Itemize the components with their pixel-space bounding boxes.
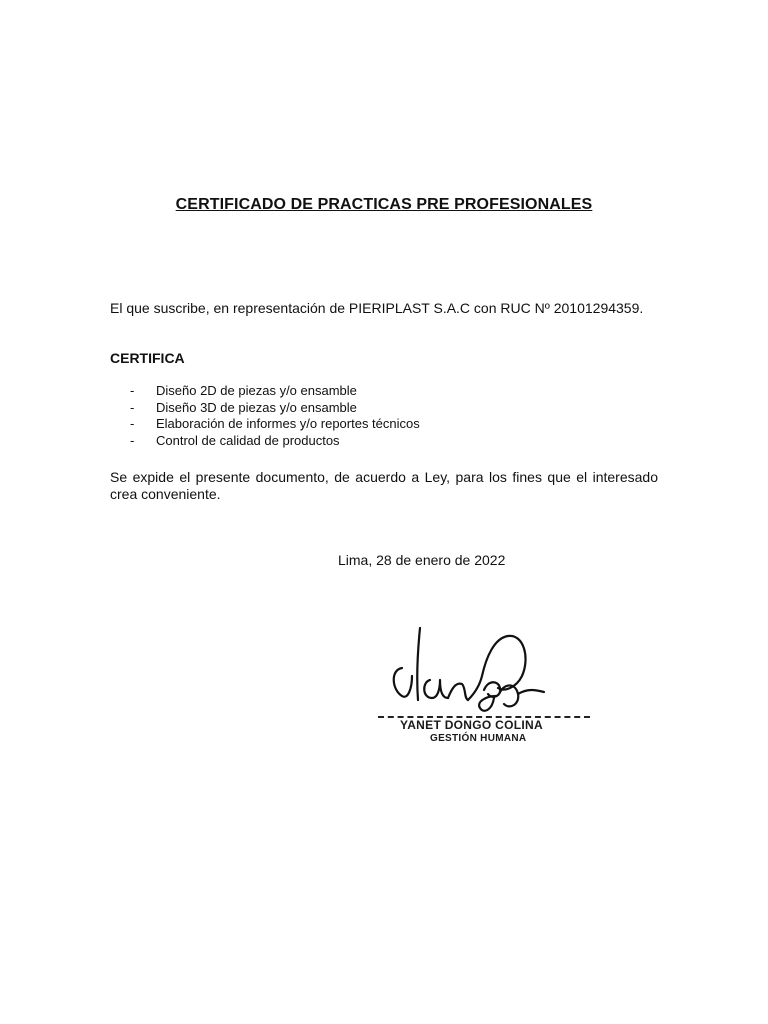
- issue-date: Lima, 28 de enero de 2022: [338, 552, 506, 568]
- signer-name: YANET DONGO COLINA: [400, 718, 543, 732]
- list-item: [130, 433, 420, 450]
- list-item-text: Diseño 3D de piezas y/o ensamble: [156, 399, 357, 415]
- bullet-dash: -: [130, 432, 135, 448]
- list-item-text: Diseño 2D de piezas y/o ensamble: [156, 383, 357, 398]
- document-title: CERTIFICADO DE PRACTICAS PRE PROFESIONALES: [175, 196, 593, 213]
- list-item-text: Elaboración de informes y/o reportes técnicos: [156, 416, 420, 431]
- signature-block: [372, 618, 592, 748]
- bullet-dash: -: [130, 416, 135, 431]
- certified-activities-list: [130, 383, 420, 449]
- list-item-text: Control de calidad de productos: [156, 432, 340, 448]
- bullet-dash: -: [130, 399, 135, 415]
- handwritten-signature: [372, 618, 592, 718]
- certifica-heading: CERTIFICA: [110, 350, 185, 366]
- bullet-dash: -: [130, 383, 135, 398]
- intro-paragraph: El que suscribe, en representación de PIERIPLAST S.A.C con RUC Nº 20101294359.: [110, 300, 644, 316]
- list-item: [130, 416, 420, 433]
- list-item: [130, 400, 420, 417]
- list-item: [130, 383, 420, 400]
- closing-paragraph: Se expide el presente documento, de acuerdo a Ley, para los fines que el interesado crea conveniente.: [110, 469, 658, 502]
- signer-role: GESTIÓN HUMANA: [430, 733, 527, 744]
